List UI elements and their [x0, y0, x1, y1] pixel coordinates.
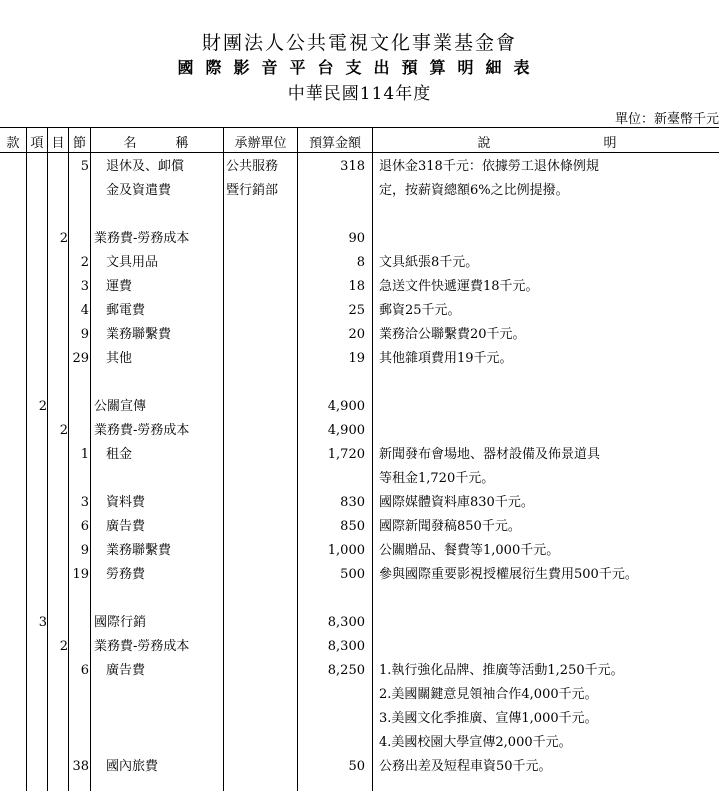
budget-amount: 500: [340, 567, 365, 582]
jie-code: 3: [80, 279, 89, 294]
description: 公關贈品、餐費等1,000千元。: [379, 543, 560, 558]
column-header-jie: 節: [72, 136, 86, 151]
column-header-desc-1: 說: [477, 136, 491, 151]
budget-amount: 8,300: [327, 639, 365, 654]
column-header-kuan: 款: [6, 136, 20, 151]
description: 4.美國校園大學宣傳2,000千元。: [379, 735, 572, 750]
jie-code: 9: [80, 543, 89, 558]
item-name: 國內旅費: [106, 759, 159, 774]
jie-code: 29: [72, 351, 89, 366]
table-row: [0, 395, 719, 419]
table-row: [0, 251, 719, 275]
item-name: 業務費-勞務成本: [94, 231, 190, 246]
column-header-name-1: 名: [123, 136, 137, 151]
item-name: 資料費: [106, 495, 146, 510]
budget-amount: 4,900: [327, 423, 365, 438]
item-name: 公關宣傳: [94, 399, 147, 414]
table-row: [0, 515, 719, 539]
item-name: 勞務費: [106, 567, 146, 582]
table-row: [0, 707, 719, 731]
table-row: [0, 539, 719, 563]
budget-amount: 8,250: [327, 663, 365, 678]
item-name: 文具用品: [106, 255, 159, 270]
column-header-name-2: 稱: [175, 136, 189, 151]
description: 公務出差及短程車資50千元。: [379, 759, 552, 774]
column-header-amount: 預算金額: [308, 136, 361, 151]
jie-code: 9: [80, 327, 89, 342]
description: 其他雜項費用19千元。: [379, 351, 513, 366]
column-header-xiang: 項: [30, 136, 44, 151]
description: 新聞發布會場地、器材設備及佈景道具: [379, 447, 601, 462]
budget-amount: 8: [356, 255, 365, 270]
org-unit: 公共服務: [226, 159, 279, 174]
item-name: 業務費-勞務成本: [94, 639, 190, 654]
description: 1.執行強化品牌、推廣等活動1,250千元。: [379, 663, 624, 678]
table-row: [0, 179, 719, 203]
table-row: [0, 563, 719, 587]
budget-amount: 4,900: [327, 399, 365, 414]
mu-code: 2: [59, 639, 68, 654]
budget-amount: 850: [340, 519, 365, 534]
org-title: 財團法人公共電視文化事業基金會: [201, 32, 517, 54]
budget-amount: 830: [340, 495, 365, 510]
xiang-code: 3: [38, 615, 47, 630]
currency-unit: 單位：新臺幣千元: [614, 112, 719, 127]
description: 國際新聞發稿850千元。: [379, 519, 521, 534]
table-row: [0, 443, 719, 467]
description: 3.美國文化季推廣、宣傳1,000千元。: [379, 711, 598, 726]
budget-amount: 18: [348, 279, 365, 294]
budget-amount: 318: [340, 159, 365, 174]
description: 參與國際重要影視授權展衍生費用500千元。: [379, 567, 638, 582]
jie-code: 1: [80, 447, 89, 462]
jie-code: 4: [80, 303, 89, 318]
budget-amount: 1,000: [327, 543, 365, 558]
jie-code: 6: [80, 519, 89, 534]
jie-code: 5: [80, 159, 89, 174]
column-header-desc-2: 明: [603, 136, 617, 151]
table-row: [0, 611, 719, 635]
column-header-org-unit: 承辦單位: [234, 136, 287, 151]
description: 退休金318千元：依據勞工退休條例規: [379, 159, 599, 174]
description: 業務洽公聯繫費20千元。: [379, 327, 526, 342]
item-name: 郵電費: [106, 303, 146, 318]
table-title: 國際影音平台支出預算明細表: [177, 58, 542, 77]
budget-amount: 20: [348, 327, 365, 342]
fiscal-year: 中華民國114年度: [287, 84, 432, 104]
table-row: [0, 155, 719, 179]
table-row: [0, 659, 719, 683]
table-row: [0, 731, 719, 755]
table-row: [0, 491, 719, 515]
jie-code: 38: [72, 759, 89, 774]
budget-amount: 50: [348, 759, 365, 774]
budget-amount: 25: [348, 303, 365, 318]
table-row: [0, 227, 719, 251]
description: 定，按薪資總額6%之比例提撥。: [379, 183, 569, 198]
description: 國際媒體資料庫830千元。: [379, 495, 534, 510]
item-name: 其他: [106, 351, 133, 366]
item-name: 金及資遣費: [106, 183, 172, 198]
description: 郵資25千元。: [379, 303, 461, 318]
description: 2.美國關鍵意見領袖合作4,000千元。: [379, 687, 598, 702]
table-header-rule: [0, 152, 719, 153]
table-row: [0, 683, 719, 707]
table-top-rule: [0, 127, 719, 128]
mu-code: 2: [59, 231, 68, 246]
item-name: 業務聯繫費: [106, 543, 172, 558]
table-row: [0, 419, 719, 443]
item-name: 業務聯繫費: [106, 327, 172, 342]
item-name: 運費: [106, 279, 133, 294]
jie-code: 6: [80, 663, 89, 678]
budget-amount: 90: [348, 231, 365, 246]
table-row: [0, 755, 719, 779]
description: 文具紙張8千元。: [379, 255, 479, 270]
jie-code: 3: [80, 495, 89, 510]
org-unit: 暨行銷部: [226, 183, 279, 198]
item-name: 業務費-勞務成本: [94, 423, 190, 438]
item-name: 廣告費: [106, 663, 146, 678]
table-row: [0, 299, 719, 323]
description: 等租金1,720千元。: [379, 471, 495, 486]
table-row: [0, 467, 719, 491]
budget-amount: 19: [348, 351, 365, 366]
jie-code: 19: [72, 567, 89, 582]
table-row: [0, 275, 719, 299]
description: 急送文件快遞運費18千元。: [379, 279, 539, 294]
item-name: 退休及、卹償: [106, 159, 185, 174]
budget-amount: 1,720: [327, 447, 365, 462]
xiang-code: 2: [38, 399, 47, 414]
table-row: [0, 347, 719, 371]
budget-amount: 8,300: [327, 615, 365, 630]
column-header-mu: 目: [51, 136, 65, 151]
item-name: 國際行銷: [94, 615, 147, 630]
table-row: [0, 635, 719, 659]
item-name: 廣告費: [106, 519, 146, 534]
mu-code: 2: [59, 423, 68, 438]
jie-code: 2: [80, 255, 89, 270]
item-name: 租金: [106, 447, 133, 462]
table-row: [0, 323, 719, 347]
